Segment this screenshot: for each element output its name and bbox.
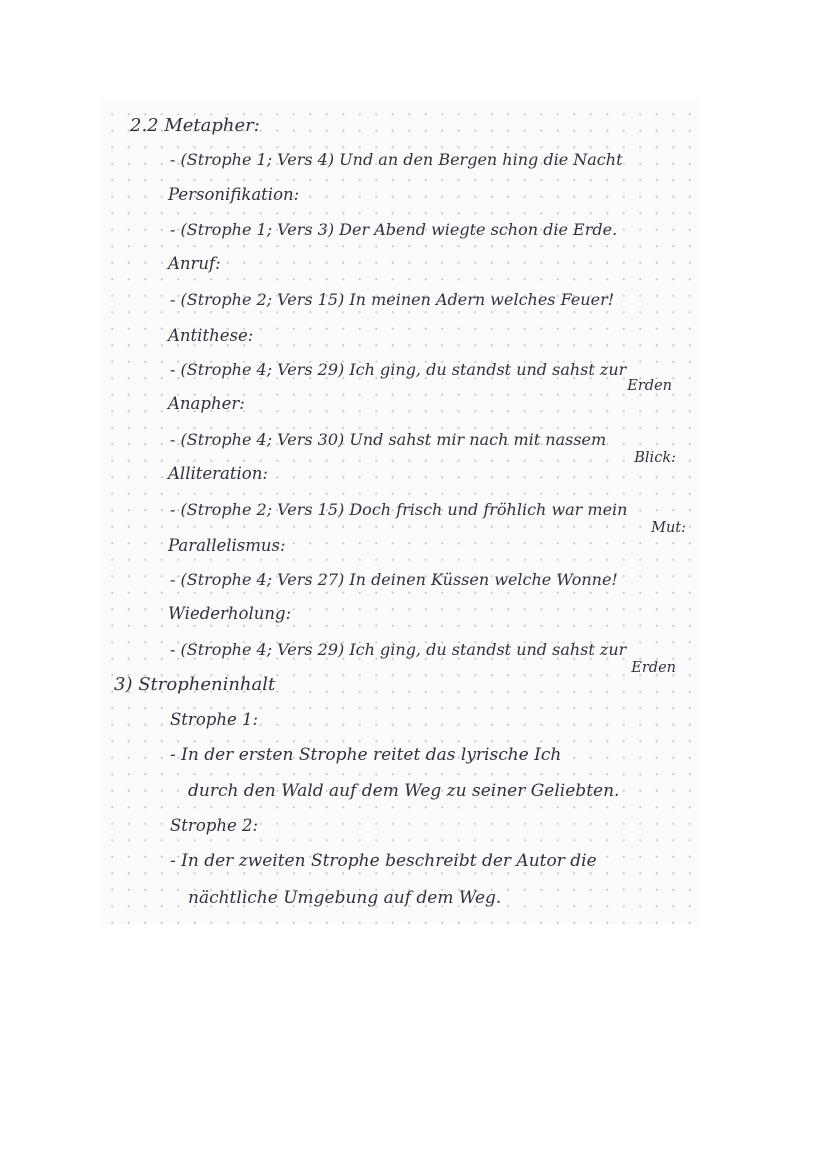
list-item-antithese: - (Strophe 4; Vers 29) Ich ging, du standst und sahst zur <box>170 360 627 379</box>
list-item-parallelismus: - (Strophe 4; Vers 27) In deinen Küssen welche Wonne! <box>170 570 618 589</box>
list-item-antithese-wrap: Erden <box>627 378 672 394</box>
list-item-personifikation: - (Strophe 1; Vers 3) Der Abend wiegte schon die Erde. <box>170 220 618 239</box>
label-strophe-1: Strophe 1: <box>170 710 259 729</box>
label-wiederholung: Wiederholung: <box>168 604 292 623</box>
strophe-2-text-line-2: nächtliche Umgebung auf dem Weg. <box>188 888 502 908</box>
label-antithese: Antithese: <box>168 326 254 345</box>
label-alliteration: Alliteration: <box>168 464 268 483</box>
label-strophe-2: Strophe 2: <box>170 816 259 835</box>
list-item-alliteration: - (Strophe 2; Vers 15) Doch frisch und fröhlich war mein <box>170 500 628 519</box>
list-item-anapher-wrap: Blick: <box>634 450 676 466</box>
strophe-1-text-line-2: durch den Wald auf dem Weg zu seiner Geliebten. <box>188 781 620 801</box>
list-item-anapher: - (Strophe 4; Vers 30) Und sahst mir nach mit nassem <box>170 430 607 449</box>
label-anruf: Anruf: <box>168 254 221 273</box>
list-item-alliteration-wrap: Mut: <box>651 520 686 536</box>
label-parallelismus: Parallelismus: <box>168 536 286 555</box>
label-personifikation: Personifikation: <box>168 185 300 204</box>
list-item-wiederholung: - (Strophe 4; Vers 29) Ich ging, du standst und sahst zur <box>170 640 627 659</box>
strophe-2-text-line-1: - In der zweiten Strophe beschreibt der Autor die <box>170 851 597 871</box>
strophe-1-text-line-1: - In der ersten Strophe reitet das lyrische Ich <box>170 745 562 765</box>
section-heading-stropheninhalt: 3) Stropheninhalt <box>114 674 276 695</box>
list-item-metapher: - (Strophe 1; Vers 4) Und an den Bergen hing die Nacht <box>170 150 623 169</box>
list-item-wiederholung-wrap: Erden <box>631 660 676 676</box>
section-heading-metapher: 2.2 Metapher: <box>130 115 260 136</box>
label-anapher: Anapher: <box>168 394 245 413</box>
list-item-anruf: - (Strophe 2; Vers 15) In meinen Adern welches Feuer! <box>170 290 615 309</box>
notebook-page <box>100 100 700 925</box>
